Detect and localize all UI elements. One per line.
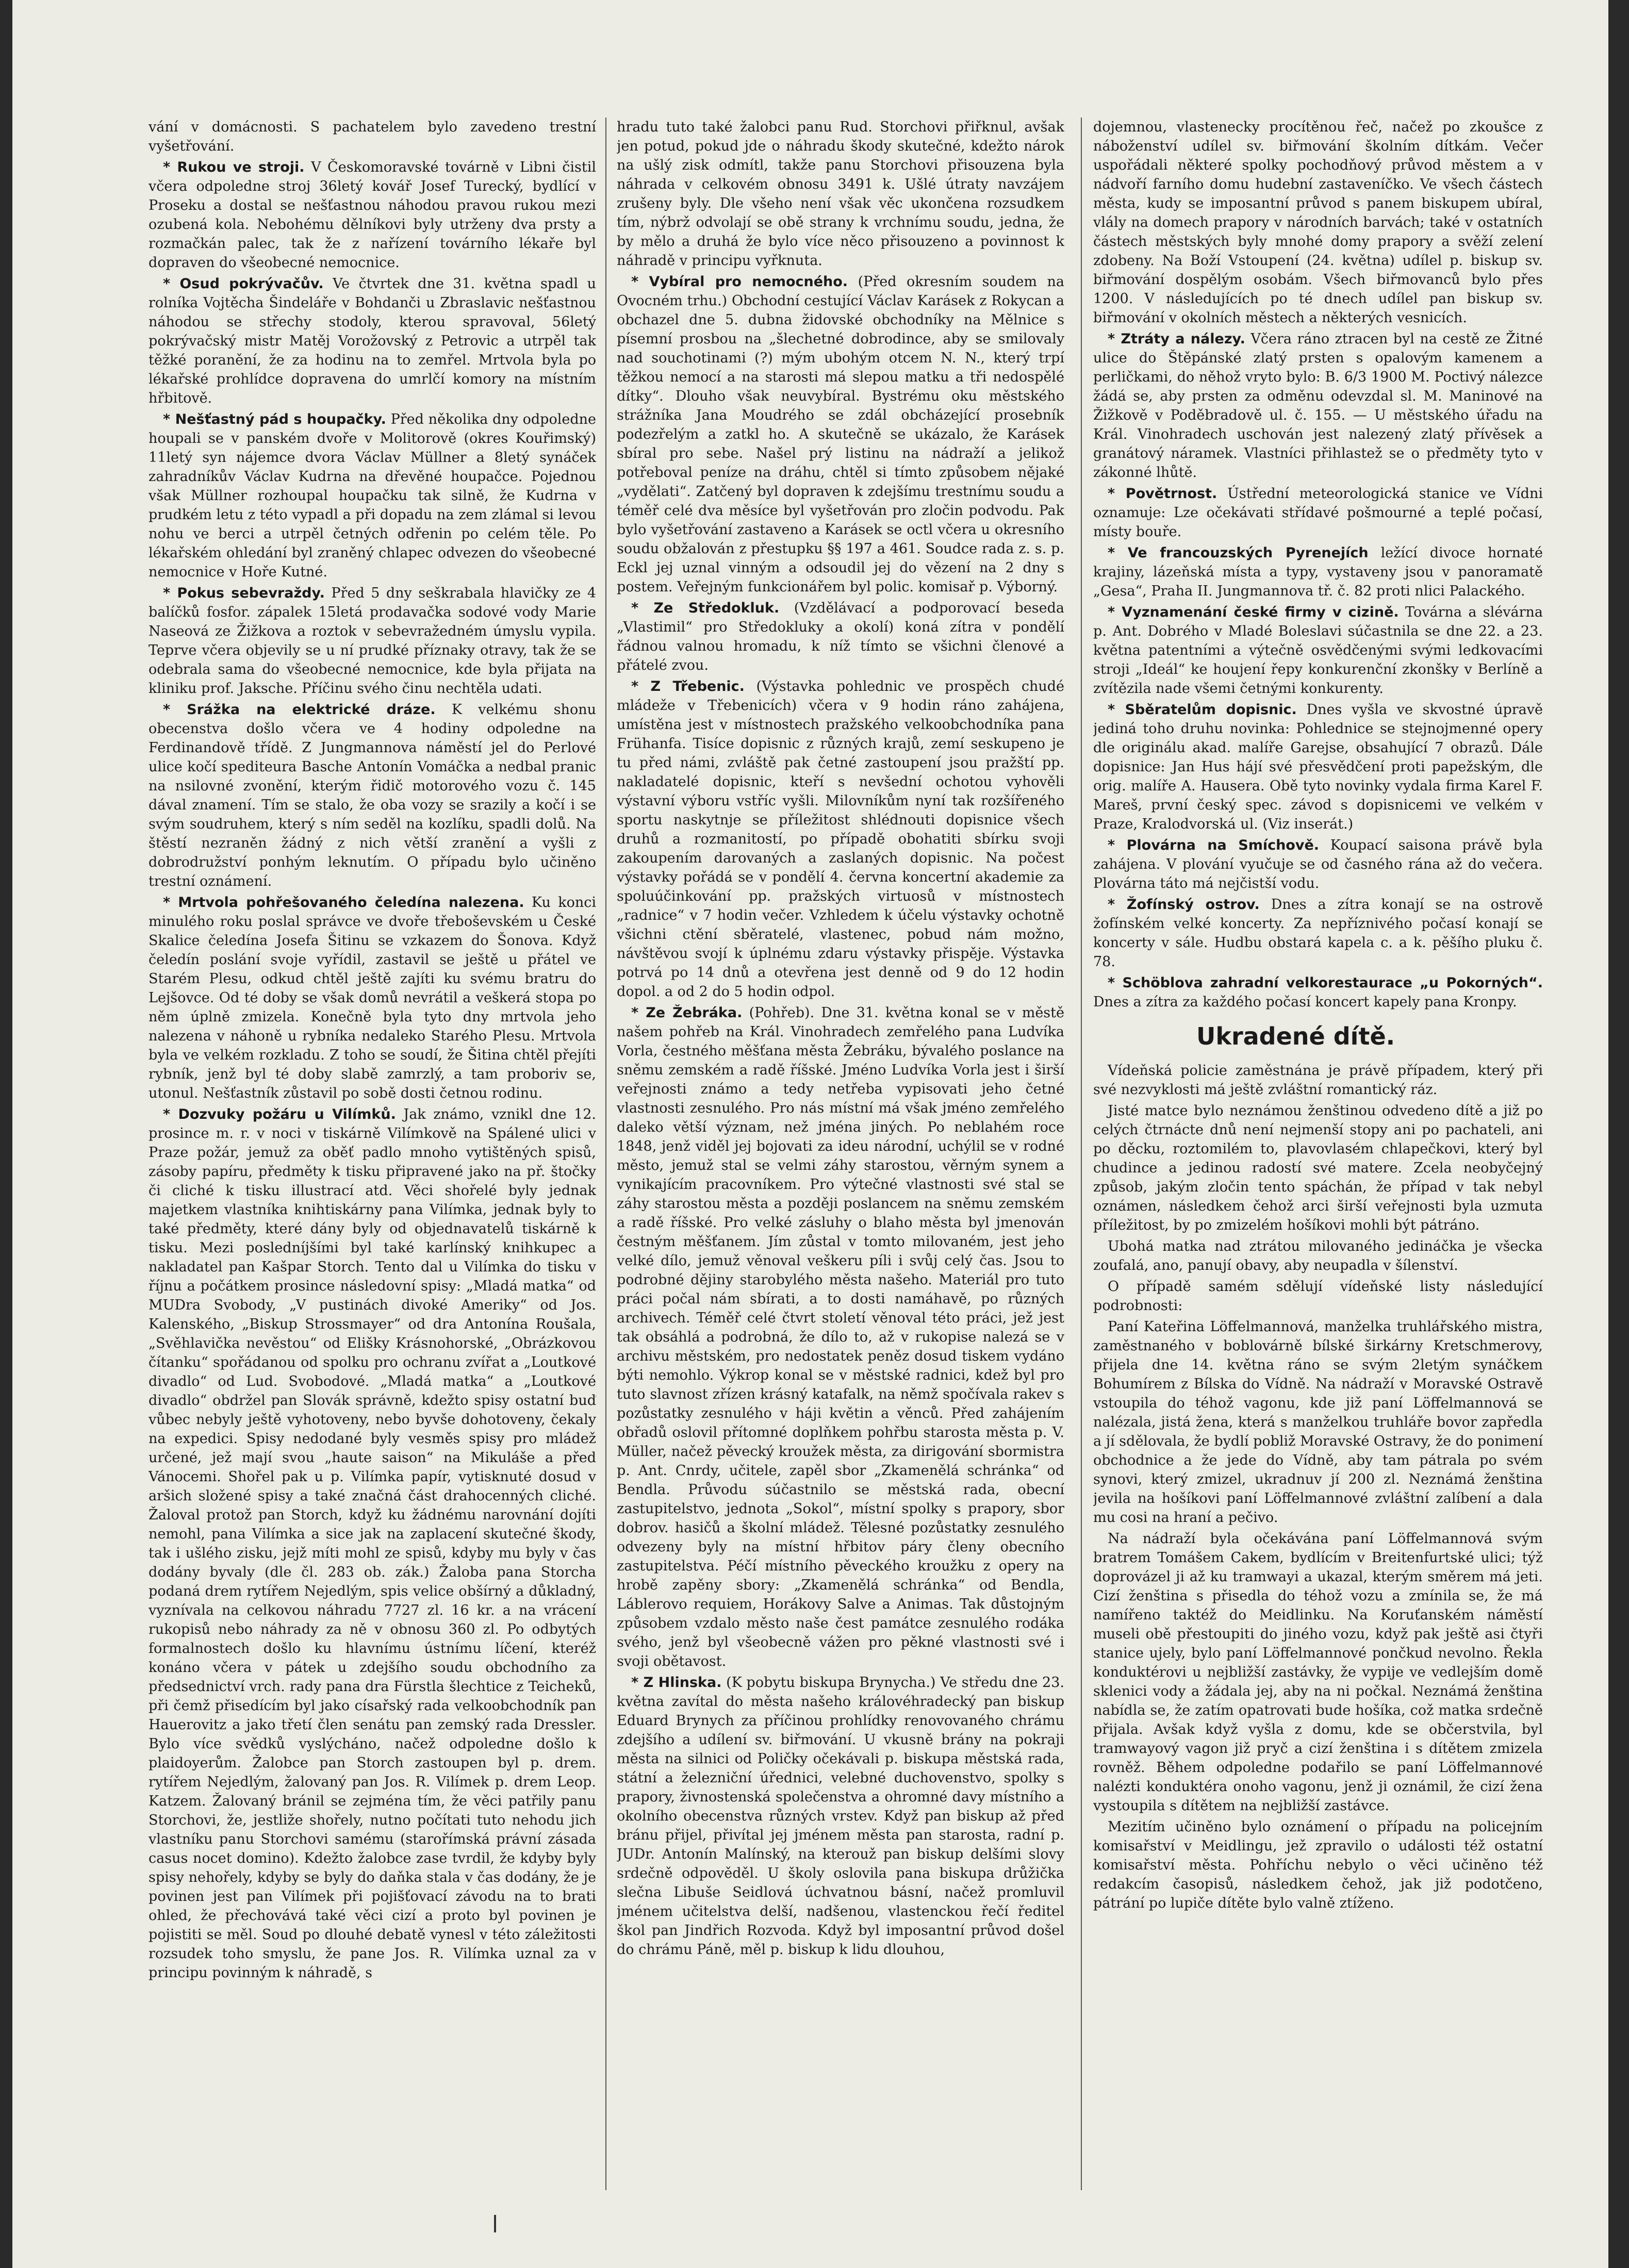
news-paragraph	[1093, 895, 1543, 971]
news-text: (K pobytu biskupa Brynycha.) Ve středu dne 23. května zavítal do města našeho královéhradecký pan biskup Eduard Brynych za příčinou prohlídky renovovaného chrámu zdejšího a udílení sv. biřmování. U vkusně brány na pokraji města na silnici od Poličky očekávali p. biskupa městská rada, státní a železniční úřednici, velebné duchovenstvo, spolky s prapory, živnostenská společenstva a ohromné davy místního a okolního obecenstva různých vrstev. Když pan biskup až před bránu přijel, přivítal jej jménem města pan starosta, radní p. JUDr. Antonín Malínský, na kterouž pan biskup delšími slovy srdečně odpověděl. U školy oslovila pana biskupa drůžička slečna Libuše Seidlová úchvatnou básní, načež promluvil jménem učitelstva delší, nadšenou, vlastenckou řečí ředitel škol pan Jindřich Rozvoda. Když byl imposantní průvod došel do chrámu Páně, měl p. biskup k lidu dlouhou,	[617, 1675, 1064, 1958]
news-text: Ve čtvrtek dne 31. května spadl u rolníka Vojtěcha Šindeláře v Bohdanči u Zbraslavic nešťastnou náhodou se střechy stodoly, kterou spravoval, 56letý pokrývačský mistr Matěj Vorožovský z Petrovic a utrpěl tak těžké poranění, že za hodinu na to zemřel. Mrtvola byla po lékařské prohlídce dopravena do umrlčí komory na místním hřbitově.	[149, 276, 596, 406]
news-heading: * Ztráty a nálezy.	[1108, 331, 1245, 347]
news-paragraph	[149, 118, 596, 156]
news-paragraph	[1093, 700, 1543, 834]
news-text: Koupací saisona právě byla zahájena. V plování vyučuje se od časného rána až do večera. Plovárna táto má nejčistší vodu.	[1093, 837, 1543, 891]
news-text: Mezitím učiněno bylo oznámení o případu na policejním komisařství v Meidlingu, jež zpravilo o události též ostatní komisařství města. Pohříchu nebylo o věci učiněno též redakcím časopisů, následkem čehož, jak již podotčeno, pátrání po lupiče dítěte bylo valně ztíženo.	[1093, 1819, 1543, 1911]
news-text: Dnes a zítra konají se na ostrově žofínském velké koncerty. Za nepříznivého počasí konají se koncerty v sále. Hudbu obstará kapela c. a k. pěšího pluku č. 78.	[1093, 897, 1543, 970]
news-paragraph	[149, 1105, 596, 1982]
news-text: Dnes vyšla ve skvostné úpravě jediná toho druhu novinka: Pohlednice se stejnojmenné opery dle originálu akad. malíře Garejse, obsahující 7 obrazů. Dále dopisnice: Jan Hus hájí své přesvědčení proti papežským, dle orig. malíře A. Hausera. Obě tyto novinky vydala firma Karel F. Mareš, první český spec. závod s dopisnicemi ve velkém v Praze, Kralodvorská ul. (Viz inserát.)	[1093, 702, 1543, 832]
column-1	[149, 118, 596, 2216]
news-text: Paní Kateřina Löffelmannová, manželka truhlářského mistra, zaměstnaného v boblovárně bílské širkárny Kretschmerovy, přijela dne 14. května ráno se svým 2letým synáčkem Bohumírem z Bílska do Vídně. Na nádraží v Moravské Ostravě vstoupila do téhož vagonu, kde již paní Löffelmannová se nalézala, jistá žena, která s manželkou truhláře bovor zapředla a jí sdělovala, že bydlí pobliž Moravské Ostravy, že do ponimení obchodnice a že jede do Vídně, aby tam pátrala po svém synovi, který zmizel, ukradnuv jí 200 zl. Neznámá ženština jevila na hošíkovi paní Löffelmannové zvláštní zalíbení a dala mu cosi na hraní a pečivo.	[1093, 1319, 1543, 1526]
news-heading: * Ze Středokluk.	[631, 600, 780, 616]
news-text: dojemnou, vlastenecky procítěnou řeč, načež po zkoušce z náboženství udílel sv. biřmování školním dítkám. Večer uspořádali některé spolky pochodňový průvod městem a v nádvoří farního domu hudební zastaveníčko. Ve všech částech města, kudy se imposantní průvod s panem biskupem ubíral, vlály na domech prapory v národních barvách; také v ostatních částech městských byly mnohé domy prapory a svěží zelení zdobeny. Na Boží Vstoupení (24. května) udílel p. biskup sv. biřmování dospělým osobám. Všech biřmovanců bylo přes 1200. V následujících po té dnech udílel pan biskup sv. biřmování v okolních městech a některých vesnicích.	[1093, 119, 1543, 326]
news-text: Jak známo, vznikl dne 12. prosince m. r. v noci v tiskárně Vilímkově na Spálené ulici v Praze požár, jemuž za oběť padlo mnoho vytištěných spisů, zásoby papíru, předměty k tisku připravené jako na př. štočky či cliché k tisku illustrací atd. Věci shořelé byly jednak majetkem vlastníka knihtiskárny pana Vilímka, jednak byly to také předměty, které dány byly od objednavatelů tiskárně k tisku. Mezi posledníjšími byl také karlínský knihkupec a nakladatel pan Kašpar Storch. Tento dal u Vilímka do tisku v říjnu a počátkem prosince následovní spisy: „Mladá matka“ od MUDra Svobody, „V pustinách divoké Ameriky“ od Jos. Kalenského, „Biskup Strossmayer“ od dra Antonína Roušala, „Svěhlavička nevěstou“ od Elišky Krásnohorské, „Obrázkovou čítanku“ spořádanou od spolku pro ochranu zvířat a „Loutkové divadlo“ od Lud. Svobodové. „Mladá matka“ a „Loutkové divadlo“ obdržel pan Slovák správně, kdežto spisy ostatní buď vůbec nebyly ještě vyhotoveny, nebo byvše dohotoveny, čekaly na expedici. Spisy nedodané byly vesměs spisy pro mládež určené, jež mají svou „haute saison“ na Mikuláše a před Vánocemi. Shořel pak u p. Vilímka papír, vytisknuté dosud v aršich složené spisy a také značná část drahocenných cliché. Žaloval protož pan Storch, když ku žádnému narovnání dojíti nemohl, pana Vilímka a sice jak na zaplacení skutečné škody, tak i ušlého zisku, jejž míti mohl ze spisů, kdyby mu byly v čas dodány byvaly (dle čl. 283 ob. zák.) Žaloba pana Storcha podaná drem rytířem Nejedlým, spis velice obšírný a důkladný, vyznívala na celkovou náhradu 7727 zl. 16 kr. a na vrácení rukopisů nebo náhrady za ně v obnosu 360 zl. Po odbytých formalnostech došlo ku hlavnímu ústnímu líčení, kteréž konáno včera v pátek u zdejšího soudu obchodního za předsednictví vrch. rady pana dra Fürstla šlechtice z Teicheků, při čemž přisedícím byl jako císařský rada velkoobchodník pan Hauerovitz a jako třetí člen senátu pan zemský rada Dressler. Bylo více svědků vyslýcháno, načež odpoledne došlo k plaidoyerům. Žalobce pan Storch zastoupen byl p. drem. rytířem Nejedlým, žalovaný pan Jos. R. Vilímek p. drem Leop. Katzem. Žalovaný bránil se zejména tím, že věci patřily panu Storchovi, že, jestliže shořely, nutno počítati tuto nehodu jich vlastníku panu Storchovi samému (starořímská právní zásada casus nocet domino). Kdežto žalobce zase tvrdil, že kdyby byly spisy nehořely, kdyby se byly do daňka stala v čas dodány, že je povinen jest pan Vilímek při pojišťovací závodu na to brati ohled, že přechovává také věci cizí a proto byl povinen je pojistiti se měl. Soud po dlouhé debatě vynesl v této záležitosti rozsudek toho smyslu, že pane Jos. R. Vilímka uznal za v principu povinným k náhradě, s	[149, 1106, 596, 1981]
news-paragraph	[1093, 1061, 1543, 1099]
news-text: Továrna a slévárna p. Ant. Dobrého v Mladé Boleslavi súčastnila se dne 22. a 23. května patentními a výtečně osvědčenými svými ledkovacími stroji „Ideál“ ke houjení řepy konkurenční zkonšky v Berlíně a zvítězila nade všemi četnými konkurenty.	[1093, 604, 1543, 697]
news-paragraph	[1093, 1237, 1543, 1275]
scan-mark	[494, 2215, 496, 2232]
news-text: (Pohřeb). Dne 31. května konal se v městě našem pohřeb na Král. Vinohradech zemřelého pana Ludvíka Vorla, čestného měšťana města Žebráku, bývalého poslance na sněmu zemském a radě říšské. Jméno Ludvíka Vorla jest i širší veřejnosti známo a tedy netřeba vypisovati jeho četné vlastnosti zesnulého. Pro nás místní má však jméno zemřelého daleko větší význam, než jména jiných. Po neblahém roce 1848, jenž viděl jej bojovati za ideu národní, uchýlil se v rodné město, jemuž stal se velmi záhy starostou, věrným synem a vynikajícím pracovníkem. Pro výtečné vlastnosti své stal se záhy starostou města a později poslancem na sněmu zemském a radě říšské. Pro velké zásluhy o blaho města byl jmenován čestným měšťanem. Jím zůstal v tomto milovaném, jest jeho velké dílo, jemuž věnoval veškeru píli i svůj celý čas. Jsou to podrobné dějiny starobylého města našeho. Materiál pro tuto práci počal nám sbírati, a to dosti namáhavě, po různých archivech. Téměř celé čtvrt století věnoval této práci, jež jest tak obsáhlá a podrobná, že dílo to, až v rukopise nalezá se v archivu městském, pro nedostatek peněz dosud tiskem vydáno býti nemohlo. Výkrop konal se v městské radnici, kdež byl pro tuto slavnost zřízen krásný katafalk, na němž spočívala rakev s pozůstatky zesnulého v háji květin a věnců. Před zahájením obřadů oslovil přítomné doplňkem pohřbu starosta města p. V. Müller, načež pěvecký kroužek města, za dirigování sbormistra p. Ant. Cnrdy, učitele, zapěl sbor „Zkamenělá schránka“ od Bendla. Průvodu súčastnilo se městská rada, obecní zastupitelstvo, jednota „Sokol“, místní spolky s prapory, sbor dobrov. hasičů a školní mládež. Tělesné pozůstatky zesnulého odvezeny byly na místní hřbitov páry členy obecního zastupitelstva. Péčí místního pěveckého kroužku z opery na hrobě zapěny sbory: „Zkamenělá schránka“ od Bendla, Láblerovo requiem, Horákovy Salve a Animas. Tak důstojným způsobem vzdalo město naše čest památce zesnulého rodáka svého, jenž byl všeobecně vážen pro pěkné vlastnosti své i svoji obětavost.	[617, 1005, 1064, 1669]
news-paragraph	[617, 677, 1064, 1001]
news-heading: * Srážka na elektrické dráze.	[163, 702, 436, 718]
news-paragraph	[617, 1003, 1064, 1671]
news-heading: * Z Hlinska.	[631, 1675, 722, 1691]
scan-edge-right	[1608, 0, 1629, 2268]
article-headline: Ukradené dítě.	[1196, 1022, 1395, 1050]
news-heading: * Ze Žebráka.	[631, 1005, 743, 1021]
news-heading: * Osud pokrývačův.	[163, 276, 324, 292]
news-heading: * Žofínský ostrov.	[1108, 897, 1260, 913]
news-paragraph	[149, 158, 596, 272]
news-heading: * Pokus sebevraždy.	[163, 585, 325, 601]
news-paragraph	[1093, 329, 1543, 482]
column-divider	[1081, 118, 1082, 2190]
news-heading: * Vybíral pro nemocného.	[631, 274, 848, 290]
news-heading: * Sběratelům dopisnic.	[1108, 702, 1297, 718]
news-paragraph	[149, 410, 596, 582]
news-text: vání v domácnosti. S pachatelem bylo zavedeno trestní vyšetřování.	[149, 119, 596, 154]
column-divider	[605, 118, 606, 2190]
news-paragraph	[1093, 1277, 1543, 1315]
news-paragraph	[149, 893, 596, 1103]
news-paragraph	[617, 1673, 1064, 1959]
news-text: Ku konci minulého roku poslal správce ve dvoře třeboševském u České Skalice čeledína Josefa Šitinu se vzkazem do Šonova. Když čeledín poslání svoje vyřídil, zastavil se ještě u přátel ve Starém Plesu, odkud chtěl ještě zajíti ku svému bratru do Lejšovce. Od té doby se však domů nevrátil a veškerá stopa po něm úplně zmizela. Konečně byla tyto dny mrtvola jeho nalezena v náhoně u rybníka nedaleko Starého Plesu. Mrtvola byla ve velkém rozkladu. Z toho se soudí, že Šitina chtěl přejíti rybník, jenž byl té doby slabě zamrzlý, a tam proboriv se, utonul. Nešťastník zůstavil po sobě dosti četnou rodinu.	[149, 895, 596, 1101]
news-paragraph	[1093, 543, 1543, 601]
news-text: ležící divoce hornaté krajiny, lázeňská místa a typy, vystaveny jsou v panoramatě „Gesa“, Praha II. Jungmannova tř. č. 82 proti nlici Palackého.	[1093, 545, 1543, 599]
news-text: Ubohá matka nad ztrátou milovaného jedináčka je všecka zoufalá, ano, panují obavy, aby neupadla v šílenství.	[1093, 1238, 1543, 1273]
news-text: Dnes a zítra za každého počasí koncert kapely pana Kronpy.	[1093, 994, 1517, 1010]
news-heading: * Povětrnost.	[1108, 486, 1217, 502]
column-3	[1093, 118, 1543, 2216]
news-heading: * Rukou ve stroji.	[163, 159, 305, 175]
news-heading: * Schöblova zahradní velkorestaurace „u Pokorných“.	[1108, 975, 1543, 991]
news-paragraph	[617, 599, 1064, 675]
news-paragraph	[1093, 484, 1543, 541]
news-paragraph	[149, 700, 596, 891]
news-text: K velkému shonu obecenstva došlo včera ve 4 hodiny odpoledne na Ferdinandově třídě. Z Jungmannova náměstí jel do Perlové ulice kočí spediteura Basche Antonín Vomáčka a nedbal pranic na nsilovné zvonění, kterým řidič motorového vozu č. 145 dával znamení. Tím se stalo, že oba vozy se srazily a kočí i se svým soudruhem, který s ním seděl na kozlíku, spadli dolů. Na štěstí nezraněn žádný z nich větší zranění a vyšli z dobrodružství ponhým leknutím. O případu bylo učiněno trestní oznámení.	[149, 702, 596, 889]
news-text: Před několika dny odpoledne houpali se v panském dvoře v Molitorově (okres Kouřimský) 11letý syn nájemce dvora Václav Müllner a 8letý synáček zahradníkův Václav Kudrna na dřevěné houpačce. Pojednou však Müllner rozhoupal houpačku tak silně, že Kudrna v prudkém letu z této vypadl a při dopadu na zem zlámal si levou nohu ve berci a utrpěl četných odřenin po celém těle. Po lékařském ohledání byl zraněný chlapec odvezen do všeobecné nemocnice v Hoře Kutné.	[149, 411, 596, 580]
news-heading: * Ve francouzských Pyrenejích	[1108, 545, 1369, 561]
news-text: Před 5 dny seškrabala hlavičky ze 4 balíčků fosfor. zápalek 15letá prodavačka sodové vody Marie Naseová ze Žižkova a roztok v sebevražedném úmyslu vypila. Teprve včera objevily se u ní prudké příznaky otravy, tak že se odebrala sama do všeobecné nemocnice, kde byla přijata na kliniku prof. Jaksche. Příčinu svého činu nechtěla udati.	[149, 585, 596, 697]
news-text: (Před okresním soudem na Ovocném trhu.) Obchodní cestující Václav Karásek z Rokycan a obchazel dne 5. dubna židovské obchodníky na Mělnice s písemní prosbou na „šlechetné dobrodince, aby se smilovaly nad souchotinami (?) mým ubohým otcem N. N., který trpí těžkou nemocí a na starosti má slepou matku a tři nedospělé dítky“. Dlouho však neuvybíral. Bystrému oku městského strážníka Jana Moudrého se zdál obcházející prosebník podezřelým a zatkl ho. A skutečně se ukázalo, že Karásek sbíral pro sebe. Našel prý listinu na nádraží a jelikož potřeboval peníze na dráhu, chtěl si tímto způsobem nějaké „vydělati“. Zatčený byl dopraven k zdejšímu trestnímu soudu a téměř celé dva měsíce byl vyšetřován pro zločin podvodu. Pak bylo vyšetřování zastaveno a Karásek se octl včera u okresního soudu obžalován z přestupku §§ 197 a 461. Soudce rada z. s. p. Eckl jej uznal vinným a odsoudil jej do vězení na 2 dny s postem. Veřejným funkcionářem byl polic. komisař p. Výborný.	[617, 274, 1064, 595]
news-text: Ústřední meteorologická stanice ve Vídni oznamuje: Lze očekávati střídavé pošmourné a teplé počasí, místy bouře.	[1093, 486, 1543, 540]
news-heading: * Z Třebenic.	[631, 678, 745, 694]
news-text: Na nádraží byla očekávána paní Löffelmannová svým bratrem Tomášem Cakem, bydlícím v Breitenfurtské ulici; týž doprovázel ji až ku tramwayi a ukazal, kterým směrem má jeti. Cizí ženština s přisedla do téhož vozu a zmínila se, že má namířeno taktéž do Meidlinku. Na Koruťanském náměstí museli obě přestoupiti do jiného vozu, když pak ještě asi čtyři stanice ujely, bylo paní Löffelmannové pončkud nevolno. Řekla konduktérovi u nejbližší zastávky, že vypije ve vedlejším domě sklenici vody a žádala jej, aby na ni počkal. Neznámá ženština nabídla se, že zatím opatrovati bude hošíka, což matka srdečně přijala. Avšak když vyšla z domu, kde se občerstvila, byl tramwayový vagon již pryč a cizí ženština i s dítětem zmizela rovněž. Během odpoledne podařilo se paní Löffelmannové nalézti konduktéra onoho vagonu, jenž ji oznámil, že cizí žena vystoupila s dítětem na nejbližší zastávce.	[1093, 1531, 1543, 1814]
news-text: O případě samém sdělují vídeňské listy následující podrobnosti:	[1093, 1279, 1543, 1314]
news-paragraph	[1093, 118, 1543, 327]
news-heading: * Plovárna na Smíchově.	[1108, 837, 1320, 853]
scan-edge-left	[0, 0, 12, 2268]
news-paragraph	[1093, 1817, 1543, 1913]
news-heading: * Nešťastný pád s houpačky.	[163, 411, 386, 427]
news-paragraph	[1093, 1317, 1543, 1527]
news-paragraph	[1093, 836, 1543, 893]
news-paragraph	[1093, 1529, 1543, 1815]
news-paragraph	[617, 272, 1064, 597]
news-text: Včera ráno ztracen byl na cestě ze Žitné ulice do Štěpánské zlatý prsten s opalovým kamenem a perličkami, do něhož vryto bylo: B. 6/3 1900 M. Poctivý nálezce žádá se, aby prsten za odměnu odevzdal sl. M. Maninové na Žižkově v Poděbradově ul. č. 155. — U městského úřadu na Král. Vinohradech uschován jest nalezený zlatý přívěsek a granátový náramek. Vlastníci přihlastež se o předměty tyto v zákonné lhůtě.	[1093, 331, 1543, 481]
news-heading: * Dozvuky požáru u Vilímků.	[163, 1106, 396, 1122]
news-text: Jisté matce bylo neznámou ženštinou odvedeno dítě a již po celých čtrnácte dnů není nejmenší stopy ani po pachateli, ani po děcku, roztomilém to, plavovlasém chlapečkovi, který byl chudince a jedinou radostí své matere. Zcela neobyčejný způsob, jakým zločin tento spáchán, že případ v tak nebyl oznámen, následkem čehož arci širší veřejnosti byla uzmuta příležitost, by po zmizelém hošíkovi mohli být pátráno.	[1093, 1103, 1543, 1233]
news-paragraph	[1093, 1101, 1543, 1235]
news-paragraph	[149, 584, 596, 698]
news-paragraph	[1093, 603, 1543, 698]
news-heading: * Mrtvola pohřešovaného čeledína nalezena.	[163, 895, 524, 910]
news-text: hradu tuto také žalobci panu Rud. Storchovi přiřknul, avšak jen potud, pokud jde o náhradu škody skutečné, kdežto nárok na ušlý zisk odmítl, takže panu Storchovi přisouzena byla náhrada v celkovém obnosu 3491 k. Ušlé útraty navzájem zrušeny byly. Dle všeho není však věc ukončena rozsudkem tím, nýbrž odvolají se obě strany k vrchnímu soudu, jedna, že by mělo a druhá že bylo více něco přisouzeno a povinnost k náhradě v principu vyřknuta.	[617, 119, 1064, 269]
column-2	[617, 118, 1064, 2216]
news-text: (Výstavka pohlednic ve prospěch chudé mládeže v Třebenicích) včera v 9 hodin ráno zahájena, umístěna jest v místnostech pražského velkoobchodníka pana Frühanfa. Tisíce dopisnic z různých krajů, zemí seskupeno je tu před námi, zvláště pak četné zastoupení jsou pražští pp. nakladatelé dopisnic, kteří s nevšední ochotou vyhověli výstavní výboru vstříc vyšli. Milovníkům nyní tak rozšířeného sportu naskytnje se příležitost shlédnouti dopisnice všech druhů a rozmanitostí, po případě obohatiti sbírku svoji zakoupením darovaných a zaslaných dopisnic. Na počest výstavky pořádá se v pondělí 4. června koncertní akademie za spoluúčinkování pp. pražských virtuosů v místnostech „radnice“ v 7 hodin večer. Vzhledem k účelu výstavky ochotně všichni ctění sběratelé, vlastenec, pobud nám možno, návštěvou svojí k úplnému zdaru výstavky přispěje. Výstavka potrvá po 14 dnů a otevřena jest denně od 9 do 12 hodin dopol. a od 2 do 5 hodin odpol.	[617, 678, 1064, 1000]
news-paragraph	[1093, 973, 1543, 1012]
news-paragraph	[617, 118, 1064, 270]
news-text: (Vzdělávací a podporovací beseda „Vlastimil“ pro Středokluky a okolí) koná zítra v pondělí řádnou valnou hromadu, k níž tímto se všichni členové a přátelé zvou.	[617, 600, 1064, 673]
news-text: Vídeňská policie zaměstnána je právě případem, který při své nezvyklosti má ještě zvláštní romantický ráz.	[1093, 1063, 1543, 1098]
news-heading: * Vyznamenání české firmy v cizině.	[1108, 604, 1399, 620]
news-text: V Českomoravské továrně v Libni čistil včera odpoledne stroj 36letý kovář Josef Turecký, bydlící v Proseku a dostal se nešťastnou náhodou pravou rukou mezi ozubená kola. Nebohému dělníkovi byly utrženy dva prsty a rozmačkán palec, tak že z nařízení továrního lékaře byl dopraven do všeobecné nemocnice.	[149, 159, 596, 271]
news-paragraph	[149, 274, 596, 408]
